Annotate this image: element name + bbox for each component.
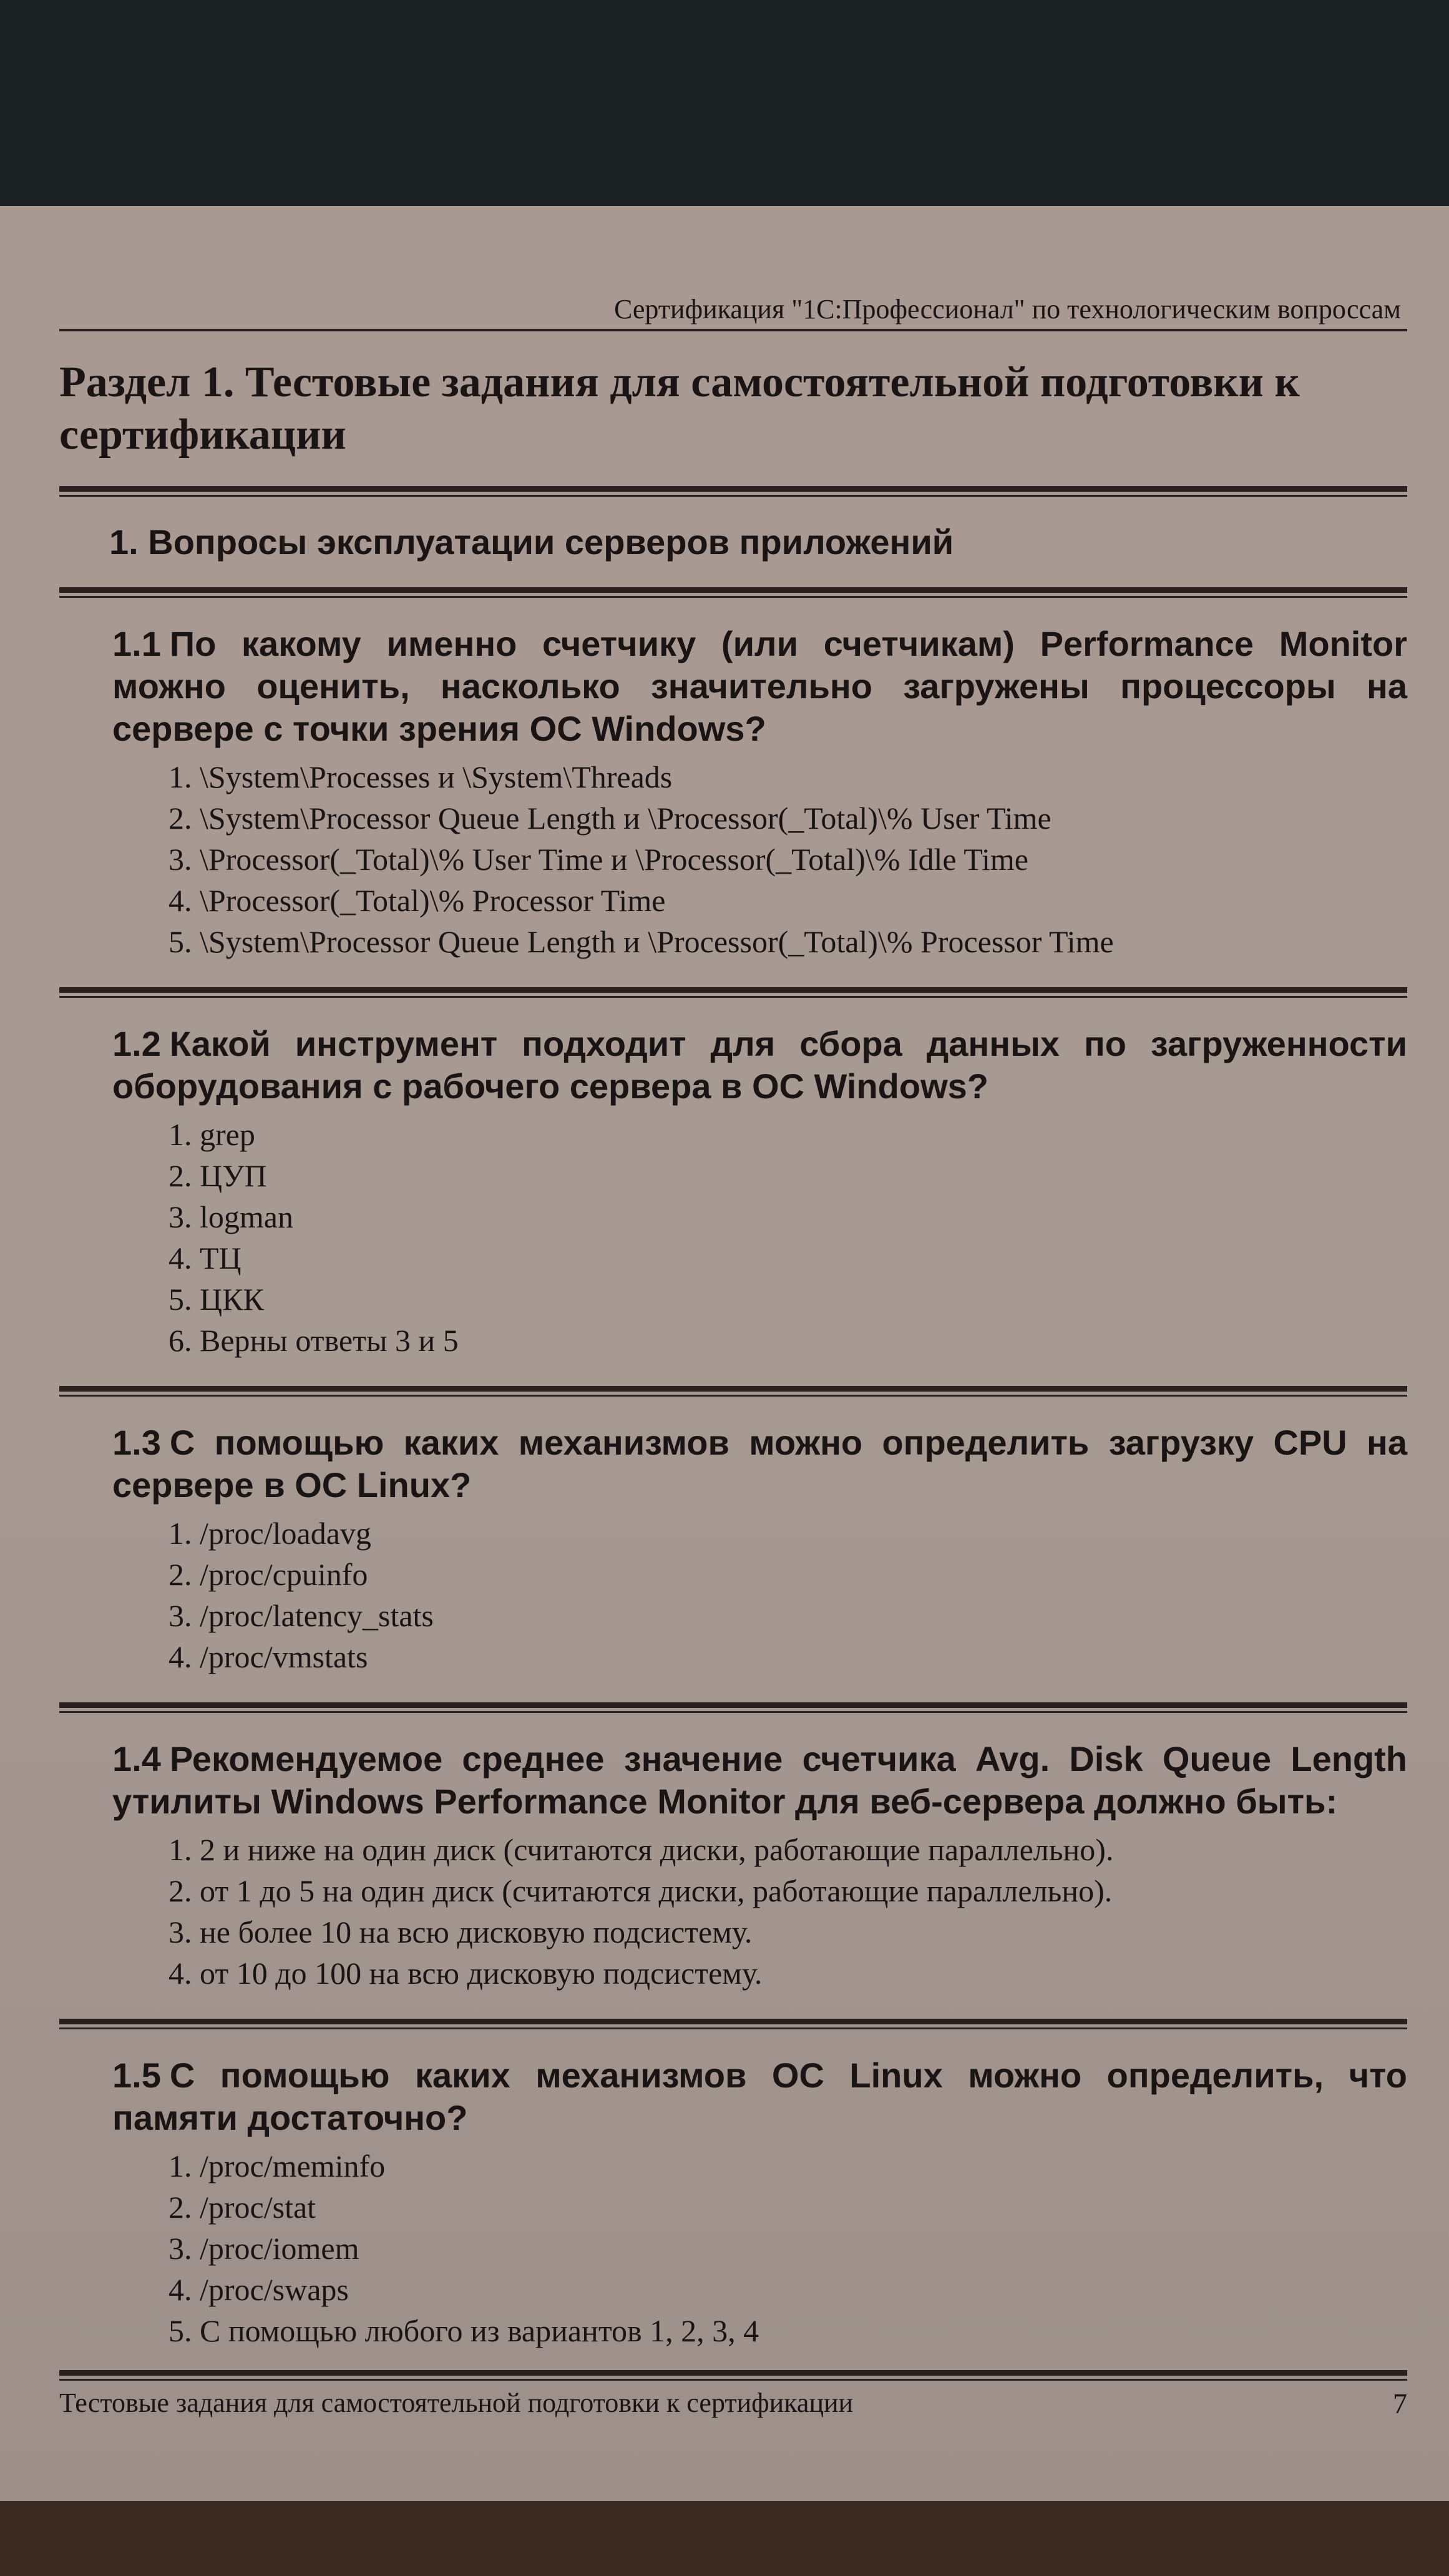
answer-option: 4. /proc/vmstats: [168, 1639, 368, 1674]
question-title: [112, 1738, 1407, 1823]
question-text: С помощью каких механизмов ОС Linux можно определить, что памяти достаточно?: [112, 2056, 1407, 2137]
answer-option: 4. от 10 до 100 на всю дисковую подсистему.: [168, 1956, 763, 1991]
answer-options: [168, 756, 1407, 962]
answer-option: 3. /proc/latency_stats: [168, 1598, 434, 1633]
question-title: [112, 1023, 1407, 1108]
divider: [59, 587, 1407, 598]
question-number: 1.5: [112, 2056, 161, 2095]
answer-option: 1. /proc/loadavg: [168, 1516, 371, 1551]
answer-option: 2. \System\Processor Queue Length и \Processor(_Total)\% User Time: [168, 801, 1051, 836]
answer-option: 6. Верны ответы 3 и 5: [168, 1323, 459, 1358]
divider: [59, 1702, 1407, 1713]
question-block: [59, 623, 1407, 962]
question-text: Какой инструмент подходит для сбора данных по загруженности оборудования с рабочего сервера в ОС Windows?: [112, 1024, 1407, 1106]
answer-option: 5. ЦКК: [168, 1282, 264, 1317]
answer-options: [168, 1513, 1407, 1677]
question-number: 1.2: [112, 1024, 161, 1063]
answer-option: 2. ЦУП: [168, 1158, 267, 1193]
answer-option: 2. /proc/cpuinfo: [168, 1557, 368, 1592]
question-text: Рекомендуемое среднее значение счетчика Avg. Disk Queue Length утилиты Windows Performance Monitor для веб-сервера должно быть:: [112, 1739, 1407, 1821]
running-head: Сертификация "1С:Профессионал" по технологическим вопроссам: [59, 293, 1407, 331]
answer-option: 5. \System\Processor Queue Length и \Processor(_Total)\% Processor Time: [168, 924, 1114, 959]
answer-option: 4. /proc/swaps: [168, 2272, 349, 2307]
answer-option: 3. \Processor(_Total)\% User Time и \Processor(_Total)\% Idle Time: [168, 842, 1028, 877]
answer-option: 3. не более 10 на всю дисковую подсистему.: [168, 1915, 753, 1949]
answer-options: [168, 1114, 1407, 1361]
question-title: [112, 1422, 1407, 1506]
background-table: [0, 2501, 1449, 2576]
answer-options: [168, 1829, 1407, 1994]
question-text: С помощью каких механизмов можно определить загрузку CPU на сервере в ОС Linux?: [112, 1423, 1407, 1505]
divider: [59, 486, 1407, 497]
answer-options: [168, 2145, 1407, 2351]
question-text: По какому именно счетчику (или счетчикам) Performance Monitor можно оценить, насколько значительно загружены процессоры на сервере с точки зрения ОС Windows?: [112, 624, 1407, 748]
footer-text: Тестовые задания для самостоятельной подготовки к сертификации: [59, 2388, 854, 2418]
answer-option: 5. С помощью любого из вариантов 1, 2, 3, 4: [168, 2313, 759, 2348]
answer-option: 2. /proc/stat: [168, 2190, 316, 2225]
answer-option: 1. grep: [168, 1117, 255, 1152]
question-title: [112, 623, 1407, 750]
question-number: 1.4: [112, 1739, 161, 1778]
page: [0, 206, 1449, 2501]
question-number: 1.1: [112, 624, 161, 663]
answer-option: 3. /proc/iomem: [168, 2231, 359, 2266]
question-block: [59, 1023, 1407, 1361]
section-title: 1. Вопросы эксплуатации серверов приложений: [109, 522, 954, 562]
page-number: 7: [1393, 2388, 1407, 2419]
answer-option: 1. \System\Processes и \System\Threads: [168, 759, 673, 794]
question-list: [59, 623, 1407, 2351]
answer-option: 1. 2 и ниже на один диск (считаются диски, работающие параллельно).: [168, 1832, 1114, 1867]
answer-option: 2. от 1 до 5 на один диск (считаются диски, работающие параллельно).: [168, 1873, 1113, 1908]
answer-option: 4. \Processor(_Total)\% Processor Time: [168, 883, 666, 918]
footer-row: [59, 2387, 1407, 2420]
footer-divider: [59, 2370, 1407, 2381]
question-title: [112, 2054, 1407, 2139]
question-block: [59, 1738, 1407, 1994]
answer-option: 1. /proc/meminfo: [168, 2149, 386, 2183]
question-block: [59, 2054, 1407, 2351]
question-number: 1.3: [112, 1423, 161, 1462]
divider: [59, 1386, 1407, 1397]
footer: [59, 2370, 1407, 2420]
divider: [59, 2019, 1407, 2029]
answer-option: 3. logman: [168, 1199, 293, 1234]
divider: [59, 987, 1407, 998]
question-block: [59, 1422, 1407, 1677]
page-content: [59, 293, 1407, 2420]
answer-option: 4. ТЦ: [168, 1241, 242, 1276]
part-title: Раздел 1. Тестовые задания для самостоятельной подготовки к сертификации: [59, 358, 1300, 459]
